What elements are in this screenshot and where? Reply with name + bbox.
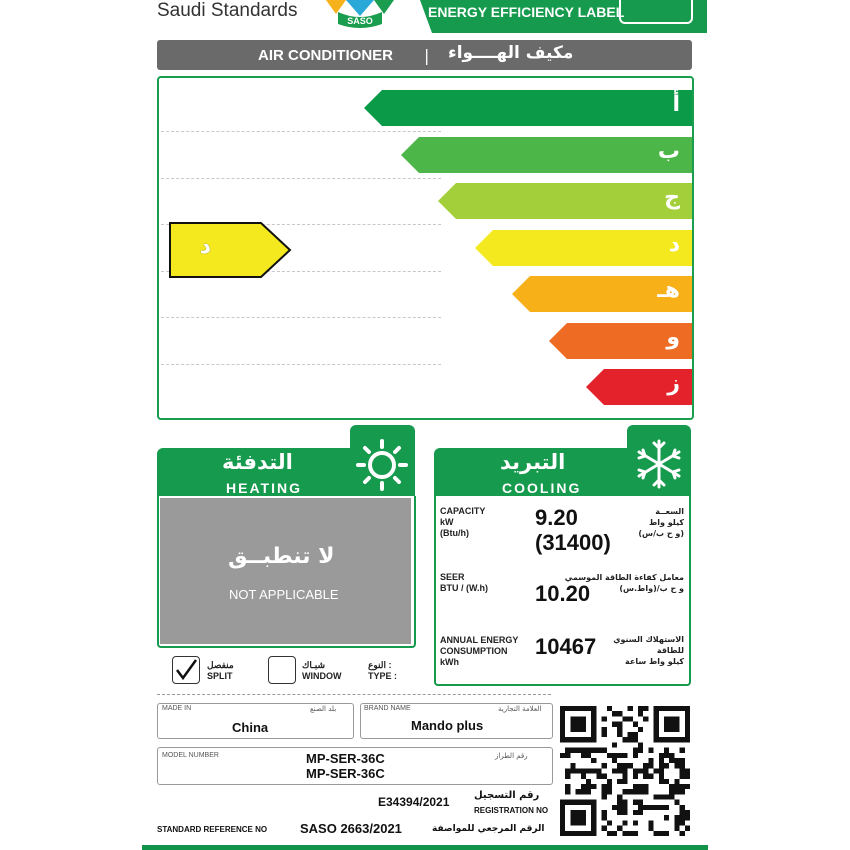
- split-checkbox: [172, 656, 200, 684]
- rating-arrow-letter: هـ: [657, 278, 680, 303]
- cooling-title-ar: التبريد: [500, 450, 566, 474]
- standard-reference-value: SASO 2663/2021: [300, 821, 402, 836]
- brand-caption-ar: العلامة التجارية: [498, 705, 542, 713]
- energy-label-en: ANNUAL ENERGY CONSUMPTION kWh: [440, 635, 519, 667]
- made-in-caption: MADE IN: [162, 705, 192, 712]
- saso-logo: [316, 0, 404, 30]
- split-label: منفصل SPLIT: [207, 660, 234, 681]
- standard-reference-label: STANDARD REFERENCE NO: [157, 825, 268, 834]
- window-checkbox: [268, 656, 296, 684]
- divider: [157, 694, 551, 695]
- rating-arrow-letter: د: [668, 231, 680, 257]
- model-caption: MODEL NUMBER: [162, 752, 219, 759]
- standard-reference-label-ar: الرقم المرجعي للمواصفة: [432, 824, 545, 834]
- rating-arrow-letter: ج: [664, 185, 680, 210]
- capacity-kw-value: 9.20: [535, 505, 578, 530]
- made-in-caption-ar: بلد الصنع: [310, 705, 337, 713]
- rating-arrow-letter: أ: [672, 92, 680, 117]
- scale-gridline: [161, 317, 441, 318]
- capacity-label-ar: السعــة كيلو واط (و ح ب/س): [638, 507, 684, 538]
- not-applicable-ar: لا تنطبــق: [228, 544, 335, 569]
- selected-rating-letter: د: [199, 233, 211, 259]
- registration-label-ar: رقم التسجيل: [474, 790, 540, 801]
- scale-gridline: [161, 364, 441, 365]
- registration-label-en: REGISTRATION NO: [474, 806, 549, 815]
- brand-value: Mando plus: [411, 718, 484, 733]
- capacity-btu-value: (31400): [535, 530, 611, 555]
- rating-arrow-letter: ز: [667, 371, 680, 396]
- brand-name: Saudi Standards: [157, 0, 298, 21]
- window-label: شبـاك WINDOW: [302, 660, 342, 681]
- scale-gridline: [161, 178, 441, 179]
- qr-code[interactable]: [560, 706, 690, 836]
- heating-title-ar: التدفئة: [222, 450, 293, 474]
- not-applicable-en: NOT APPLICABLE: [229, 587, 339, 602]
- label-tab-icon: [619, 0, 693, 24]
- title-separator: |: [424, 46, 430, 65]
- footer-bar: [142, 845, 708, 850]
- sun-icon: [350, 425, 415, 500]
- cooling-title-en: COOLING: [502, 480, 582, 496]
- model-caption-ar: رقم الطراز: [495, 752, 528, 760]
- rating-arrow-letter: ب: [657, 138, 680, 164]
- type-label: النوع : TYPE :: [368, 660, 398, 681]
- seer-label-en: SEER BTU / (W.h): [440, 572, 488, 593]
- model-indoor-value: MP-SER-36C: [306, 751, 385, 766]
- rating-arrow-letter: و: [666, 324, 680, 350]
- seer-label-ar: معامل كفاءة الطاقة الموسمي و ح ب/(واط.س): [564, 573, 684, 593]
- efficiency-scale: [157, 76, 694, 420]
- registration-value: E34394/2021: [378, 795, 450, 809]
- model-outdoor-value: MP-SER-36C: [306, 766, 385, 781]
- product-title-en: AIR CONDITIONER: [258, 47, 393, 64]
- capacity-label-en: CAPACITY kW (Btu/h): [440, 506, 486, 538]
- scale-gridline: [161, 131, 441, 132]
- seer-value: 10.20: [535, 581, 591, 606]
- saso-logo-text: SASO: [347, 16, 373, 26]
- heating-not-applicable-area: [160, 498, 411, 644]
- made-in-value: China: [232, 720, 269, 735]
- energy-consumption-value: 10467: [535, 634, 597, 659]
- checkmark-icon: [173, 657, 199, 683]
- energy-label-ar: الاستهلاك السنوي للطاقة كيلو واط ساعة: [613, 635, 684, 666]
- brand-caption: BRAND NAME: [364, 705, 411, 712]
- snowflake-icon: [627, 425, 691, 500]
- product-title-ar: مكيف الهــــواء: [448, 43, 574, 63]
- banner-title: ENERGY EFFICIENCY LABEL: [428, 4, 625, 20]
- heating-title-en: HEATING: [226, 480, 302, 496]
